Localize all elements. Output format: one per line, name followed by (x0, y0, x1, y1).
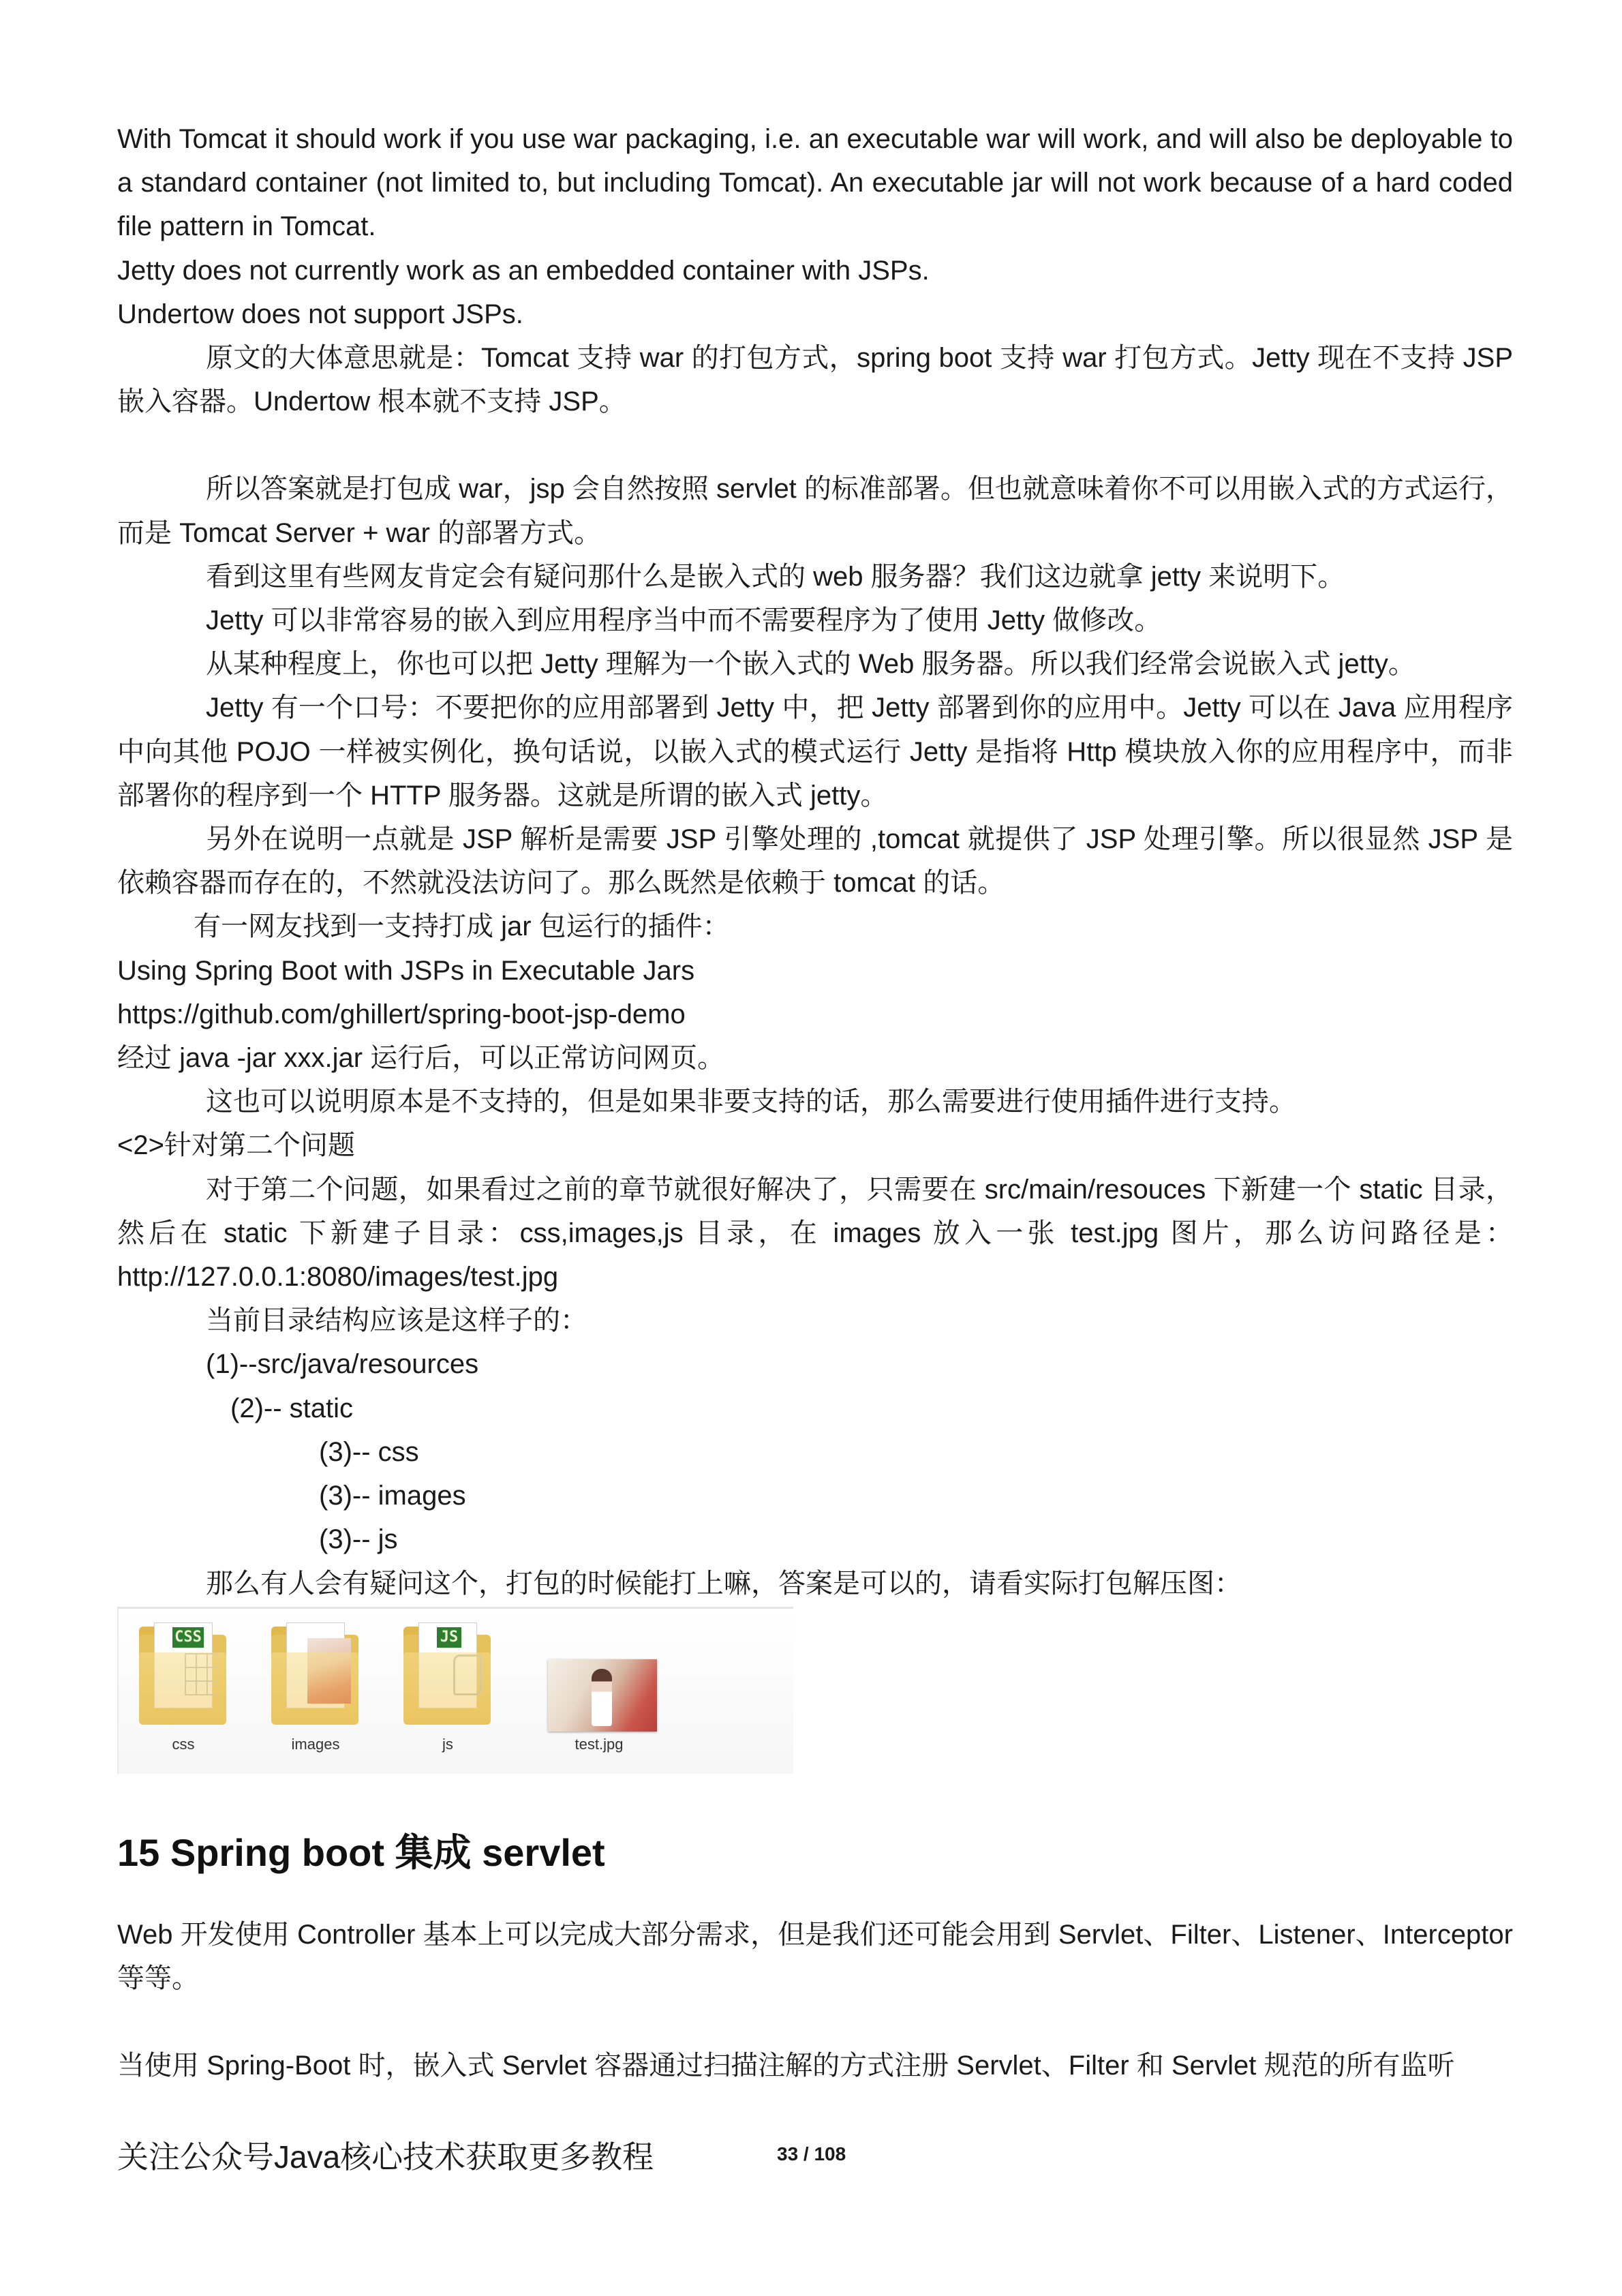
image-file-icon (548, 1659, 657, 1732)
paragraph-undertow-en: Undertow does not support JSPs. (117, 299, 523, 329)
paragraph-servlet-scan: 当使用 Spring-Boot 时，嵌入式 Servlet 容器通过扫描注解的方式注册 Servlet、Filter 和 Servlet 规范的所有监听 (117, 2051, 1455, 2081)
folder-icon (139, 1622, 226, 1725)
blank-line (117, 423, 1513, 467)
footer-promo: 关注公众号Java核心技术获取更多教程 (117, 2139, 654, 2175)
page-content (117, 117, 1513, 2087)
paragraph-not-supported: 这也可以说明原本是不支持的，但是如果非要支持的话，那么需要进行使用插件进行支持。 (206, 1087, 1296, 1117)
images-folder[interactable] (258, 1613, 373, 1763)
section-heading: 15 Spring boot 集成 servlet (117, 1830, 605, 1874)
images-folder-label: images (291, 1735, 340, 1753)
page-number: 33 / 108 (777, 2143, 846, 2164)
css-folder[interactable] (125, 1613, 241, 1763)
js-badge: JS (437, 1627, 461, 1648)
paragraph-jetty-embed: Jetty 可以非常容易的嵌入到应用程序当中而不需要程序为了使用 Jetty 做修改。 (206, 605, 1162, 636)
paragraph-question-two: <2>针对第二个问题 (117, 1130, 355, 1161)
tree-line-resources: (1)--src/java/resources (206, 1349, 479, 1380)
paragraph-jetty-en: Jetty does not currently work as an embedded container with JSPs. (117, 255, 930, 286)
paragraph-answer: 所以答案就是打包成 war，jsp 会自然按照 servlet 的标准部署。但也就意味着你不可以用嵌入式的方式运行，而是 Tomcat Server + war 的部署方式。 (117, 474, 1513, 548)
tree-line-css: (3)-- css (319, 1436, 419, 1467)
css-badge: CSS (172, 1627, 204, 1648)
paragraph-dir-structure: 当前目录结构应该是这样子的： (206, 1305, 587, 1336)
paragraph-plugin: 有一网友找到一支持打成 jar 包运行的插件： (194, 911, 730, 942)
paragraph-package-question: 那么有人会有疑问这个，打包的时候能打上嘛，答案是可以的，请看实际打包解压图： (206, 1568, 1242, 1599)
blank-line (117, 2000, 1513, 2044)
paragraph-embedded-question: 看到这里有些网友肯定会有疑问那什么是嵌入式的 web 服务器？我们这边就拿 jetty 来说明下。 (206, 561, 1345, 592)
paragraph-plugin-title: Using Spring Boot with JSPs in Executable Jars (117, 955, 695, 986)
js-folder-label: js (442, 1735, 453, 1753)
tree-line-static: (2)-- static (230, 1393, 353, 1423)
paragraph-tomcat-en: With Tomcat it should work if you use war packaging, i.e. an executable war will work, and will also be deployable to a standard container (not limited to, but including Tomcat). An executable jar will not work because of a hard coded file pattern in Tomcat. (117, 124, 1513, 242)
paragraph-jsp-engine: 另外在说明一点就是 JSP 解析是需要 JSP 引擎处理的 ,tomcat 就提供了 JSP 处理引擎。所以很显然 JSP 是依赖容器而存在的，不然就没法访问了。那么既然是依赖于 tomcat 的话。 (117, 824, 1513, 898)
tree-line-js: (3)-- js (319, 1524, 398, 1555)
tree-line-images: (3)-- images (319, 1481, 466, 1511)
paragraph-jetty-slogan: Jetty 有一个口号：不要把你的应用部署到 Jetty 中，把 Jetty 部署到你的应用中。Jetty 可以在 Java 应用程序中向其他 POJO 一样被实例化，换句话说，以嵌入式的模式运行 Jetty 是指将 Http 模块放入你的应用程序中，而非部署你的程序到一个 HTTP 服务器。这就是所谓的嵌入式 jetty。 (117, 693, 1513, 811)
paragraph-static-dir: 对于第二个问题，如果看过之前的章节就很好解决了，只需要在 src/main/resouces 下新建一个 static 目录，然后在 static 下新建子目录：css,images,js 目录，在 images 放入一张 test.jpg 图片，那么访问路径是：http://127.0.0.1:8080/images/test.jpg (117, 1174, 1513, 1293)
js-folder[interactable] (390, 1613, 506, 1763)
package-screenshot (117, 1607, 793, 1774)
paragraph-run-jar: 经过 java -jar xxx.jar 运行后，可以正常访问网页。 (117, 1043, 725, 1074)
paragraph-translation: 原文的大体意思就是：Tomcat 支持 war 的打包方式，spring boot 支持 war 打包方式。Jetty 现在不支持 JSP 嵌入容器。Undertow 根本就不支持 JSP。 (117, 343, 1513, 417)
plugin-link[interactable]: https://github.com/ghillert/spring-boot-jsp-demo (117, 999, 686, 1029)
css-folder-label: css (172, 1735, 195, 1753)
test-jpg-label: test.jpg (575, 1735, 624, 1753)
test-jpg-file[interactable] (541, 1613, 657, 1763)
paragraph-web-dev: Web 开发使用 Controller 基本上可以完成大部分需求，但是我们还可能会用到 Servlet、Filter、Listener、Interceptor 等等。 (117, 1919, 1513, 1993)
folder-icon (403, 1622, 491, 1725)
folder-icon (271, 1622, 358, 1725)
paragraph-jetty-webserver: 从某种程度上，你也可以把 Jetty 理解为一个嵌入式的 Web 服务器。所以我们经常会说嵌入式 jetty。 (206, 649, 1416, 680)
